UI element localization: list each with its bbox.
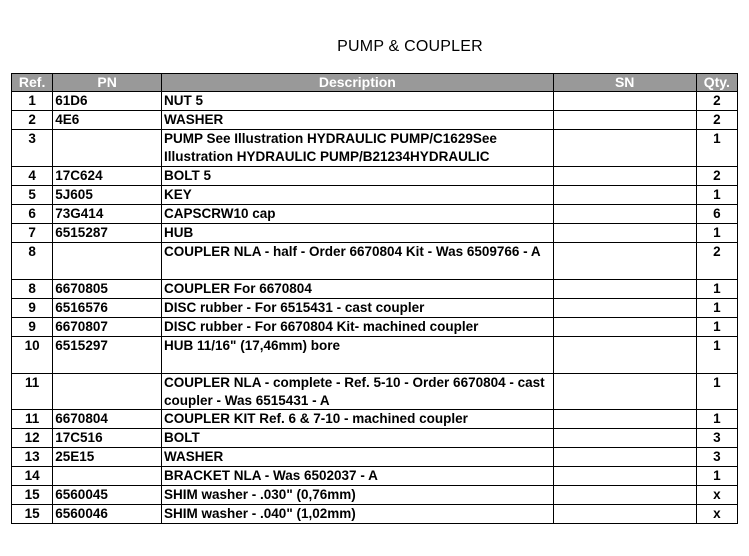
table-row [12,505,738,524]
cell-qty: 1 [696,374,737,410]
header-sn: SN [553,74,696,92]
cell-description: DISC rubber - For 6515431 - cast coupler [162,299,554,318]
cell-qty: 1 [696,318,737,337]
cell-ref: 12 [12,429,53,448]
cell-sn [553,243,696,280]
table-row [12,111,738,130]
cell-ref: 5 [12,186,53,205]
cell-qty: 1 [696,130,737,167]
cell-description: NUT 5 [162,92,554,111]
cell-qty: 2 [696,167,737,186]
cell-ref: 14 [12,467,53,486]
cell-ref: 10 [12,337,53,374]
cell-pn: 6670807 [53,318,162,337]
cell-pn: 17C624 [53,167,162,186]
cell-description: CAPSCRW10 cap [162,205,554,224]
cell-pn: 6515297 [53,337,162,374]
cell-ref: 3 [12,130,53,167]
cell-description: BOLT 5 [162,167,554,186]
cell-description: KEY [162,186,554,205]
cell-ref: 7 [12,224,53,243]
cell-ref: 13 [12,448,53,467]
cell-ref: 11 [12,410,53,429]
header-ref: Ref. [12,74,53,92]
table-row [12,167,738,186]
table-row [12,486,738,505]
cell-sn [553,205,696,224]
cell-pn: 25E15 [53,448,162,467]
header-description: Description [162,74,554,92]
cell-qty: 1 [696,224,737,243]
table-row [12,92,738,111]
cell-ref: 2 [12,111,53,130]
cell-qty: 1 [696,410,737,429]
cell-qty: 6 [696,205,737,224]
table-row [12,243,738,280]
cell-pn: 4E6 [53,111,162,130]
cell-description: DISC rubber - For 6670804 Kit- machined coupler [162,318,554,337]
table-row [12,224,738,243]
table-row [12,205,738,224]
cell-ref: 1 [12,92,53,111]
cell-sn [553,299,696,318]
table-row [12,337,738,374]
cell-ref: 8 [12,280,53,299]
cell-ref: 15 [12,486,53,505]
cell-sn [553,111,696,130]
cell-description: PUMP See Illustration HYDRAULIC PUMP/C1629See Illustration HYDRAULIC PUMP/B21234HYDRAULIC [162,130,554,167]
cell-sn [553,486,696,505]
cell-pn [53,467,162,486]
cell-description: BOLT [162,429,554,448]
cell-sn [553,130,696,167]
cell-description: WASHER [162,448,554,467]
cell-pn [53,243,162,280]
cell-qty: x [696,486,737,505]
cell-sn [553,318,696,337]
table-row [12,299,738,318]
cell-sn [553,186,696,205]
cell-pn [53,374,162,410]
cell-pn: 61D6 [53,92,162,111]
table-row [12,429,738,448]
cell-qty: x [696,505,737,524]
page-title: PUMP & COUPLER [337,38,483,55]
cell-qty: 3 [696,448,737,467]
cell-description: WASHER [162,111,554,130]
cell-sn [553,467,696,486]
cell-qty: 1 [696,337,737,374]
cell-pn: 6560045 [53,486,162,505]
parts-table [11,73,738,524]
header-qty: Qty. [696,74,737,92]
table-row [12,130,738,167]
cell-qty: 3 [696,429,737,448]
cell-sn [553,167,696,186]
cell-sn [553,410,696,429]
table-row [12,374,738,410]
table-row [12,280,738,299]
cell-sn [553,92,696,111]
cell-sn [553,337,696,374]
table-row [12,318,738,337]
cell-sn [553,448,696,467]
cell-pn: 5J605 [53,186,162,205]
cell-pn: 6516576 [53,299,162,318]
cell-sn [553,429,696,448]
cell-description: COUPLER KIT Ref. 6 & 7-10 - machined coupler [162,410,554,429]
cell-description: SHIM washer - .040" (1,02mm) [162,505,554,524]
cell-sn [553,505,696,524]
cell-qty: 2 [696,92,737,111]
cell-pn: 6560046 [53,505,162,524]
table-row [12,186,738,205]
table-row [12,410,738,429]
cell-qty: 1 [696,467,737,486]
cell-qty: 1 [696,280,737,299]
cell-qty: 2 [696,111,737,130]
cell-pn: 6670804 [53,410,162,429]
cell-qty: 2 [696,243,737,280]
cell-ref: 6 [12,205,53,224]
cell-sn [553,224,696,243]
cell-ref: 15 [12,505,53,524]
cell-ref: 11 [12,374,53,410]
cell-description: COUPLER NLA - half - Order 6670804 Kit - Was 6509766 - A [162,243,554,280]
header-pn: PN [53,74,162,92]
cell-pn: 73G414 [53,205,162,224]
cell-description: HUB [162,224,554,243]
cell-description: SHIM washer - .030" (0,76mm) [162,486,554,505]
table-row [12,448,738,467]
cell-ref: 9 [12,299,53,318]
cell-ref: 4 [12,167,53,186]
cell-ref: 8 [12,243,53,280]
cell-description: HUB 11/16" (17,46mm) bore [162,337,554,374]
cell-qty: 1 [696,299,737,318]
cell-pn: 17C516 [53,429,162,448]
table-header-row [12,74,738,92]
cell-pn [53,130,162,167]
cell-sn [553,280,696,299]
cell-pn: 6670805 [53,280,162,299]
cell-sn [553,374,696,410]
cell-pn: 6515287 [53,224,162,243]
cell-description: COUPLER NLA - complete - Ref. 5-10 - Order 6670804 - cast coupler - Was 6515431 - A [162,374,554,410]
cell-description: BRACKET NLA - Was 6502037 - A [162,467,554,486]
cell-qty: 1 [696,186,737,205]
table-row [12,467,738,486]
cell-description: COUPLER For 6670804 [162,280,554,299]
cell-ref: 9 [12,318,53,337]
